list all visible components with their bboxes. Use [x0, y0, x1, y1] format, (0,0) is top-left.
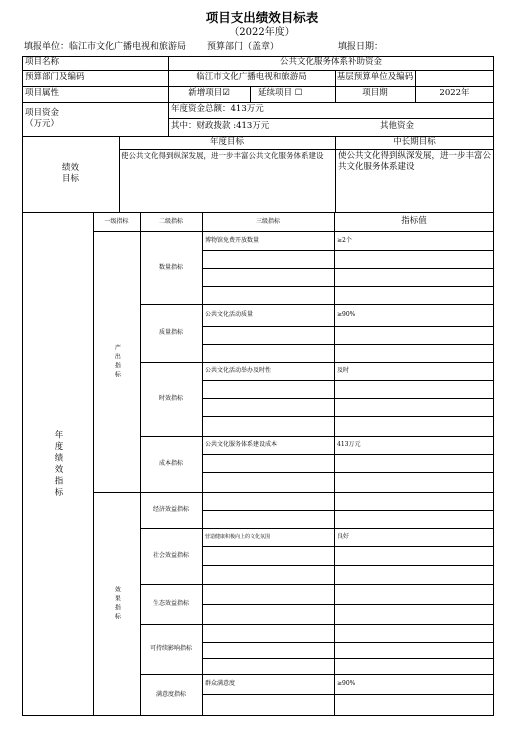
economic-indicator: 经济效益指标	[152, 506, 189, 514]
fill-unit: 填报单位：临江市文化广播电视和旅游局	[24, 42, 187, 52]
header-indicator-value: 指标值	[401, 215, 427, 226]
sustainable-indicator: 可持续影响指标	[149, 645, 192, 653]
dept-name: 临江市文化广播电视和旅游局	[196, 72, 307, 83]
activity-quality-value: ≥90%	[337, 311, 356, 319]
header-level3: 三级指标	[255, 217, 280, 225]
ecological-indicator: 生态效益指标	[152, 600, 189, 608]
project-name: 公共文化服务体系补助资金	[279, 57, 382, 68]
social-atmosphere-indicator: 营造健康积极向上的文化氛围	[205, 533, 271, 540]
activity-quality-indicator: 公共文化活动质量	[205, 311, 254, 319]
cost-indicator: 成本指标	[158, 460, 183, 468]
annual-goal-text: 使公共文化得到纵深发展，进一步丰富公共文化服务体系建设	[121, 151, 324, 160]
annual-indicators-label: 年度绩效指标	[53, 429, 64, 499]
longterm-goal-header: 中长期目标	[393, 136, 436, 147]
annual-goal-header: 年度目标	[209, 136, 244, 147]
social-atmosphere-value: 良好	[337, 533, 350, 541]
period-value: 2022年	[439, 88, 470, 99]
public-satisfaction-value: ≥90%	[337, 680, 356, 688]
activity-timeliness-indicator: 公共文化活动举办及时性	[205, 367, 272, 375]
project-name-label: 项目名称	[25, 57, 60, 68]
project-attr-label: 项目属性	[25, 88, 60, 99]
period-label: 项目期	[362, 88, 388, 99]
new-project-checkbox[interactable]: 新增项目☑	[188, 88, 230, 99]
header-level1: 一级指标	[104, 217, 129, 225]
fill-date: 填报日期：	[338, 42, 384, 52]
continue-project-checkbox[interactable]: 延续项目 ☐	[258, 88, 303, 99]
form-year: （2022年度）	[229, 27, 295, 38]
fund-other: 其他资金	[380, 121, 415, 132]
quantity-indicator: 数量指标	[158, 263, 183, 271]
budget-dept-stamp: 预算部门（盖章）	[207, 42, 280, 52]
service-cost-value: 413万元	[337, 441, 361, 449]
museum-indicator: 博物馆免费开放数量	[205, 236, 260, 244]
fund-label: 项目资金 （万元）	[25, 107, 60, 129]
goals-label: 绩效 目标	[61, 162, 79, 184]
timeliness-indicator: 时效指标	[158, 395, 183, 403]
output-indicators-label: 产出指标	[113, 343, 121, 380]
effect-indicators-label: 效果指标	[113, 586, 121, 622]
form-title: 项目支出绩效目标表	[205, 10, 319, 25]
quality-indicator: 质量指标	[158, 329, 183, 337]
museum-value: ≥2个	[337, 236, 352, 244]
social-indicator: 社会效益指标	[152, 552, 189, 560]
dept-code-label: 预算部门及编码	[25, 72, 85, 83]
fund-finance: 其中：财政拨款 :413万元	[171, 121, 270, 132]
satisfaction-indicator: 满意度指标	[155, 691, 186, 699]
base-unit-label: 基层预算单位及编码	[336, 72, 414, 82]
header-level2: 二级指标	[158, 217, 183, 225]
activity-timeliness-value: 及时	[337, 367, 350, 375]
longterm-goal-text: 使公共文化得到纵深发展，进一步丰富公共文化服务体系建设	[338, 151, 492, 173]
public-satisfaction-indicator: 群众满意度	[205, 680, 236, 688]
service-cost-indicator: 公共文化服务体系建设成本	[205, 441, 278, 449]
fund-total: 年度资金总额：413万元	[171, 104, 264, 115]
